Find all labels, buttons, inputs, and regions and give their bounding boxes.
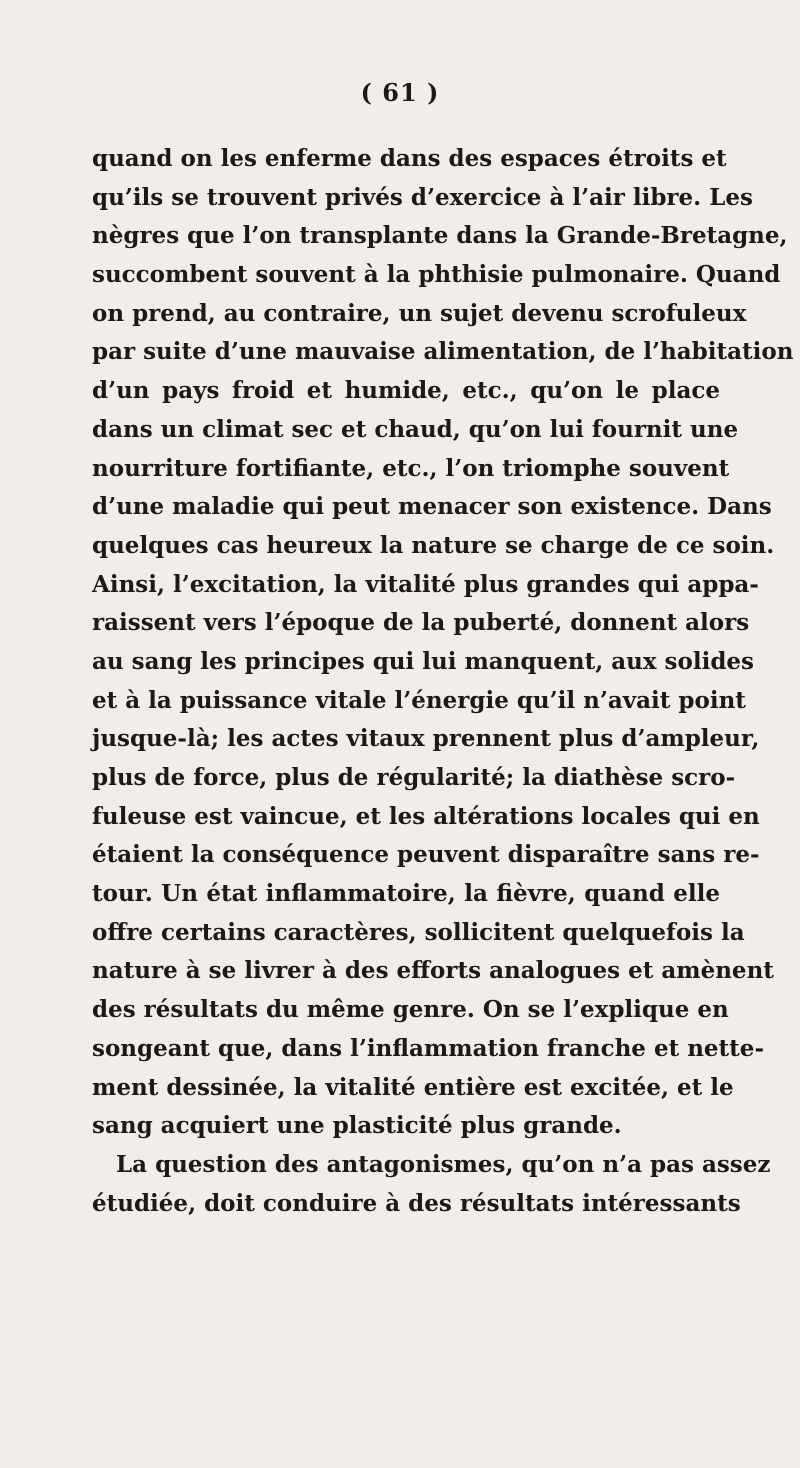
text-line: et à la puissance vitale l’énergie qu’il n’avait point [92,686,746,714]
text-line: fuleuse est vaincue, et les altérations locales qui en [92,802,760,830]
text-line: par suite d’une mauvaise alimentation, de l’habitation [92,338,794,366]
text-line: ment dessinée, la vitalité entière est excitée, et le [92,1073,734,1101]
text-line: qu’ils se trouvent privés d’exercice à l’air libre. Les [92,183,753,211]
text-line: dans un climat sec et chaud, qu’on lui fournit une [92,415,739,443]
text-line: nourriture fortifiante, etc., l’on triomphe souvent [92,454,730,482]
body-text [92,140,794,1223]
text-line: au sang les principes qui lui manquent, aux solides [92,647,754,675]
text-line: des résultats du même genre. On se l’explique en [92,996,729,1024]
text-line: étudiée, doit conduire à des résultats intéressants [92,1189,741,1217]
text-line: plus de force, plus de régularité; la diathèse scro- [92,764,736,791]
page-number: ( 61 ) [360,78,440,107]
text-line: Ainsi, l’excitation, la vitalité plus grandes qui appa- [92,570,759,598]
text-line: étaient la conséquence peuvent disparaître sans re- [92,841,760,869]
text-line: songeant que, dans l’inflammation franche et nette- [92,1034,764,1062]
text-line: La question des antagonismes, qu’on n’a pas assez [116,1150,771,1178]
text-line: succombent souvent à la phthisie pulmonaire. Quand [92,261,781,289]
text-line: on prend, au contraire, un sujet devenu scrofuleux [92,299,747,327]
text-line: quelques cas heureux la nature se charge de ce soin. [92,531,775,559]
text-line: jusque-là; les actes vitaux prennent plus d’ampleur, [92,725,760,753]
text-line: d’un pays froid et humide, etc., qu’on le place [92,377,720,405]
text-line: offre certains caractères, sollicitent quelquefois la [92,918,745,946]
text-line: quand on les enferme dans des espaces étroits et [92,145,727,172]
text-line: sang acquiert une plasticité plus grande. [92,1112,622,1140]
text-line: raissent vers l’époque de la puberté, donnent alors [92,609,750,637]
text-line: nègres que l’on transplante dans la Grande-Bretagne, [92,222,788,250]
text-line: d’une maladie qui peut menacer son existence. Dans [92,493,772,521]
text-line: tour. Un état inflammatoire, la fièvre, quand elle [92,880,720,908]
text-line: nature à se livrer à des efforts analogues et amènent [92,957,774,985]
